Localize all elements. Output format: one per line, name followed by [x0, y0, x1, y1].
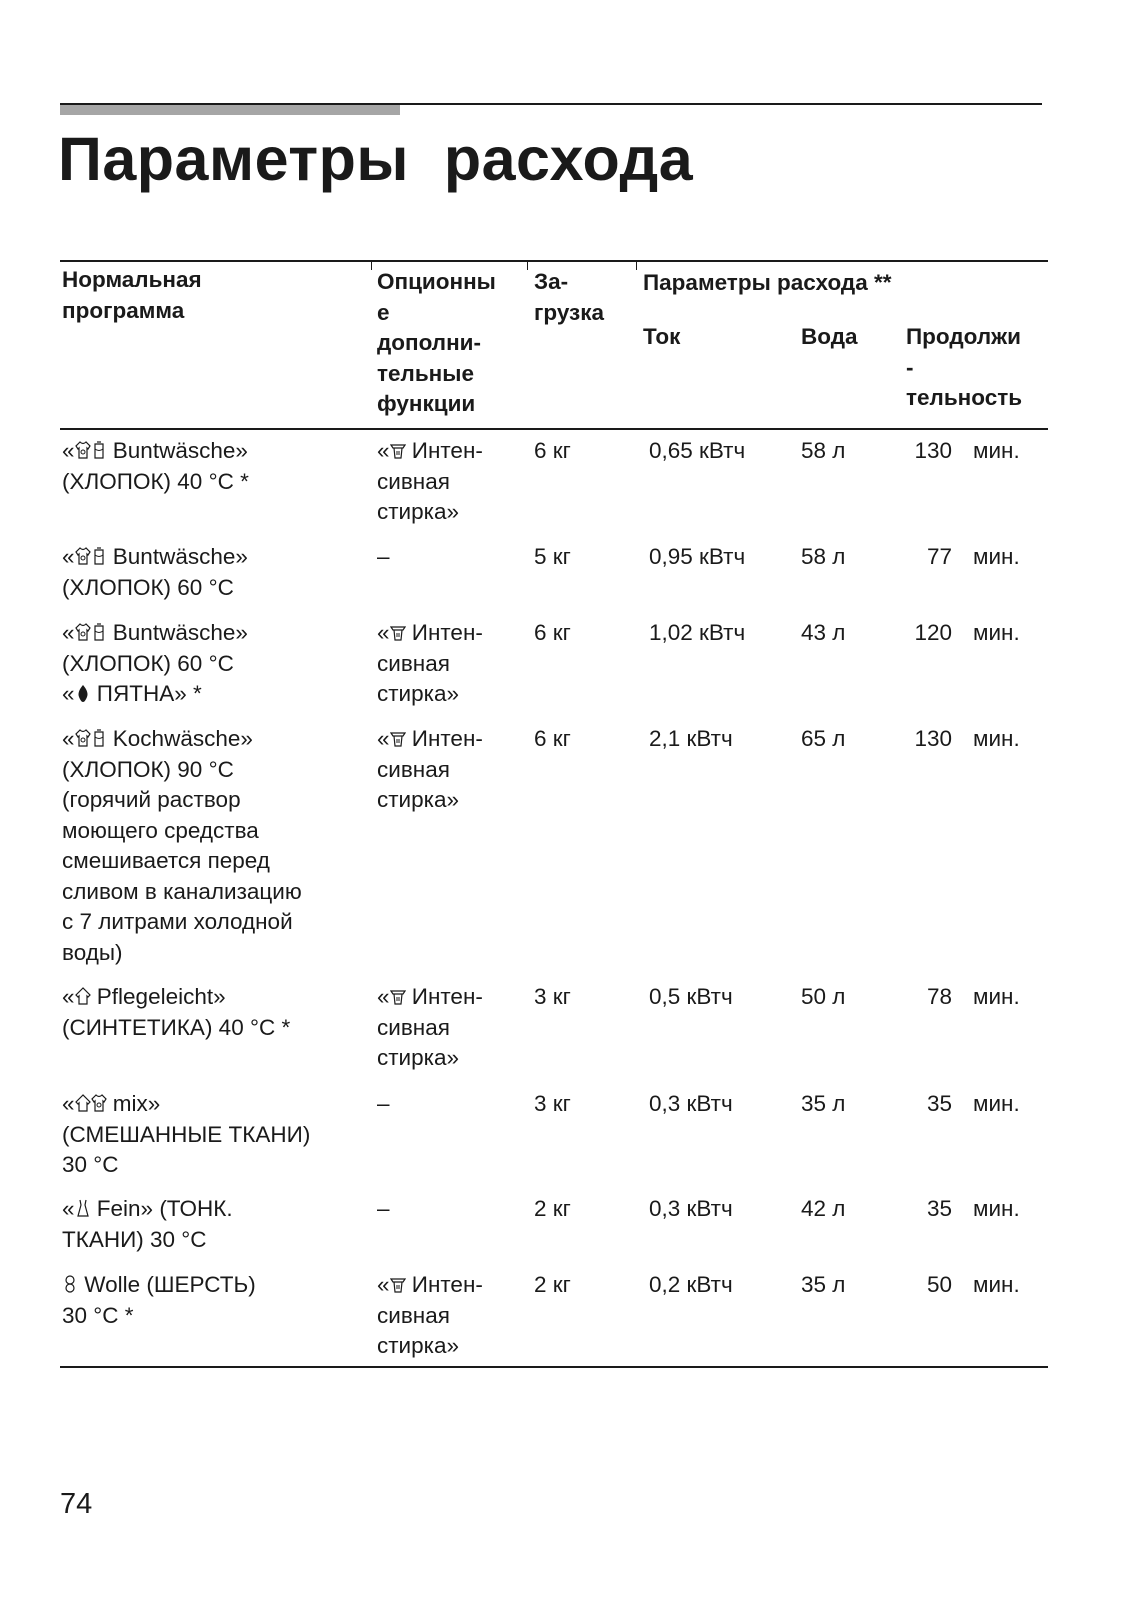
duration-unit: мин.	[973, 984, 1020, 1009]
header-line: -	[906, 354, 914, 380]
option-line: Интен-	[411, 984, 483, 1009]
delicate-dress-icon	[75, 1197, 91, 1219]
load-value: 6 кг	[534, 726, 571, 751]
duration-unit: мин.	[973, 1091, 1020, 1116]
drum-icon	[91, 727, 107, 749]
intensive-wash-icon	[390, 727, 406, 749]
page-title: Параметры расхода	[58, 125, 694, 193]
option-line: стирка»	[377, 1333, 460, 1358]
duration-unit: мин.	[973, 620, 1020, 645]
option-line: сивная	[377, 1302, 450, 1328]
program-name: Kochwäsche»	[112, 726, 253, 751]
program-name: Wolle (ШЕРСТЬ)	[84, 1272, 256, 1297]
duration-value: 35	[926, 1196, 952, 1221]
header-line: дополни-	[377, 330, 482, 355]
wool-skein-icon	[62, 1273, 78, 1295]
header-line: программа	[62, 297, 185, 323]
option-line: стирка»	[377, 787, 460, 812]
program-line: с 7 литрами холодной	[62, 909, 293, 934]
program-name: Buntwäsche»	[112, 438, 248, 463]
option-line: сивная	[377, 650, 450, 676]
option-line: Интен-	[411, 438, 483, 463]
page-number: 74	[60, 1488, 93, 1520]
power-value: 2,1 кВтч	[649, 726, 733, 751]
option-line: Интен-	[411, 726, 483, 751]
option-line: сивная	[377, 468, 450, 494]
duration-value: 120	[914, 620, 952, 645]
program-name: Pflegeleicht»	[96, 984, 226, 1009]
header-line: е	[377, 299, 390, 325]
header-line: За-	[534, 269, 569, 294]
drum-icon	[91, 545, 107, 567]
power-value: 1,02 кВтч	[649, 620, 746, 645]
program-line: моющего средства	[62, 817, 259, 843]
header-load	[534, 267, 604, 328]
option-line: –	[377, 1091, 390, 1116]
colored-shirt-icon	[75, 439, 91, 461]
program-line: смешивается перед	[62, 848, 270, 873]
duration-unit: мин.	[973, 1196, 1020, 1221]
header-water: Вода	[801, 324, 858, 349]
intensive-wash-icon	[390, 621, 406, 643]
duration-unit: мин.	[973, 438, 1020, 463]
duration-unit: мин.	[973, 1272, 1020, 1297]
column-separator	[636, 262, 637, 270]
table-top-rule	[60, 260, 1048, 262]
power-value: 0,2 кВтч	[649, 1272, 733, 1297]
program-name: Fein» (ТОНК.	[96, 1196, 233, 1221]
column-separator	[371, 262, 372, 270]
program-line: (ХЛОПОК) 90 °С	[62, 756, 234, 782]
table-row-3-options: « Интен- сивная стирка»	[377, 618, 483, 710]
program-line: 30 °С *	[62, 1302, 134, 1328]
header-power: Ток	[643, 324, 681, 349]
colored-shirt-icon	[75, 545, 91, 567]
table-row-6-program: « mix» (СМЕШАННЫЕ ТКАНИ) 30 °С	[62, 1089, 310, 1181]
title-top-rule	[60, 103, 1042, 105]
table-row-4-program: « Kochwäsche» (ХЛОПОК) 90 °С (горячий раствор моющего средства смешивается перед сливом в канализацию с 7 литрами холодной воды)	[62, 724, 302, 968]
program-line: 30 °С	[62, 1152, 119, 1177]
water-value: 65 л	[801, 726, 846, 751]
table-row-7-program: « Fein» (ТОНК. ТКАНИ) 30 °С	[62, 1194, 233, 1255]
intensive-wash-icon	[390, 1273, 406, 1295]
colored-shirt-icon	[75, 621, 91, 643]
table-bottom-rule	[60, 1366, 1048, 1368]
program-line: ПЯТНА» *	[96, 681, 202, 706]
option-line: Интен-	[411, 620, 483, 645]
table-row-4-options: « Интен- сивная стирка»	[377, 724, 483, 816]
colored-shirt-icon	[91, 1092, 107, 1114]
program-line: ТКАНИ) 30 °С	[62, 1226, 207, 1252]
easy-care-shirt-icon	[75, 985, 91, 1007]
load-value: 3 кг	[534, 1091, 571, 1116]
program-line: (ХЛОПОК) 60 °С	[62, 650, 234, 676]
table-row-2-program: « Buntwäsche» (ХЛОПОК) 60 °С	[62, 542, 248, 603]
option-line: –	[377, 544, 390, 569]
header-line: Опционны	[377, 269, 496, 294]
column-separator	[527, 262, 528, 270]
program-line: (СМЕШАННЫЕ ТКАНИ)	[62, 1121, 311, 1147]
table-row-7-options	[377, 1194, 390, 1225]
header-duration	[906, 322, 1022, 414]
table-row-5-program: « Pflegeleicht» (СИНТЕТИКА) 40 °С *	[62, 982, 290, 1043]
header-line: Нормальная	[62, 267, 202, 292]
program-line: (ХЛОПОК) 40 °С *	[62, 468, 249, 494]
option-line: сивная	[377, 1014, 450, 1040]
option-line: сивная	[377, 756, 450, 782]
load-value: 3 кг	[534, 984, 571, 1009]
header-consumption: Параметры расхода **	[643, 270, 892, 295]
duration-unit: мин.	[973, 544, 1020, 569]
duration-value: 35	[926, 1091, 952, 1116]
load-value: 6 кг	[534, 620, 571, 645]
header-line: Продолжи	[906, 324, 1021, 349]
water-value: 58 л	[801, 438, 846, 463]
load-value: 2 кг	[534, 1272, 571, 1297]
load-value: 6 кг	[534, 438, 571, 463]
table-header-rule	[60, 428, 1048, 430]
stain-icon	[75, 682, 91, 704]
duration-unit: мин.	[973, 726, 1020, 751]
table-row-8-options: « Интен- сивная стирка»	[377, 1270, 483, 1362]
drum-icon	[91, 621, 107, 643]
duration-value: 77	[926, 544, 952, 569]
table-row-6-options	[377, 1089, 390, 1120]
power-value: 0,95 кВтч	[649, 544, 746, 569]
water-value: 35 л	[801, 1272, 846, 1297]
program-line: сливом в канализацию	[62, 878, 302, 904]
intensive-wash-icon	[390, 985, 406, 1007]
option-line: Интен-	[411, 1272, 483, 1297]
drum-icon	[91, 439, 107, 461]
water-value: 42 л	[801, 1196, 846, 1221]
table-row-1-program: « Buntwäsche» (ХЛОПОК) 40 °С *	[62, 436, 249, 497]
duration-value: 130	[914, 726, 952, 751]
program-name: Buntwäsche»	[112, 620, 248, 645]
table-row-8-program	[62, 1270, 256, 1331]
water-value: 58 л	[801, 544, 846, 569]
program-name: Buntwäsche»	[112, 544, 248, 569]
header-program	[62, 265, 202, 326]
program-name: mix»	[112, 1091, 161, 1116]
power-value: 0,65 кВтч	[649, 438, 746, 463]
intensive-wash-icon	[390, 439, 406, 461]
option-line: стирка»	[377, 1045, 460, 1070]
title-accent-bar	[60, 103, 400, 115]
colored-shirt-icon	[75, 727, 91, 749]
power-value: 0,3 кВтч	[649, 1196, 733, 1221]
water-value: 50 л	[801, 984, 846, 1009]
table-row-3-program: « Buntwäsche» (ХЛОПОК) 60 °С « ПЯТНА» *	[62, 620, 248, 706]
power-value: 0,3 кВтч	[649, 1091, 733, 1116]
header-line: грузка	[534, 299, 604, 325]
water-value: 35 л	[801, 1091, 846, 1116]
option-line: –	[377, 1196, 390, 1221]
power-value: 0,5 кВтч	[649, 984, 733, 1009]
program-line: (СИНТЕТИКА) 40 °С *	[62, 1014, 291, 1040]
easy-care-shirt-icon	[75, 1092, 91, 1114]
program-line: воды)	[62, 939, 123, 965]
header-options	[377, 267, 496, 420]
table-row-1-options: « Интен- сивная стирка»	[377, 436, 483, 528]
program-line: (горячий раствор	[62, 787, 241, 812]
water-value: 43 л	[801, 620, 846, 645]
header-line: тельные	[377, 360, 474, 386]
header-line: тельность	[906, 385, 1023, 410]
table-row-5-options: « Интен- сивная стирка»	[377, 982, 483, 1074]
duration-value: 78	[926, 984, 952, 1009]
table-row-2-options	[377, 542, 390, 573]
load-value: 5 кг	[534, 544, 571, 569]
program-line: (ХЛОПОК) 60 °С	[62, 574, 234, 600]
option-line: стирка»	[377, 681, 460, 706]
option-line: стирка»	[377, 499, 460, 524]
duration-value: 50	[926, 1272, 952, 1297]
header-line: функции	[377, 391, 476, 416]
load-value: 2 кг	[534, 1196, 571, 1221]
duration-value: 130	[914, 438, 952, 463]
